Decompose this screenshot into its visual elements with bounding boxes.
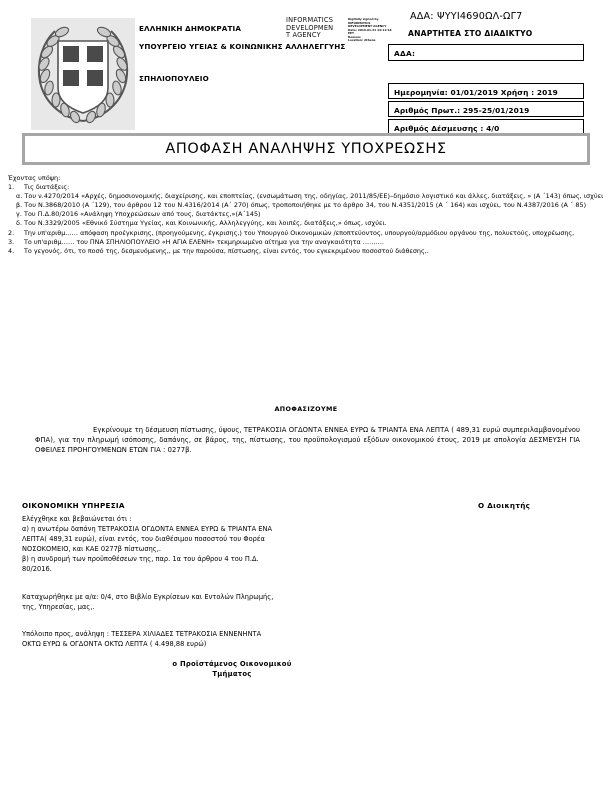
- registration-line-2: της, Υπηρεσίας, μας,.: [22, 603, 95, 612]
- ada-field-box: [388, 44, 584, 61]
- metadata-box-protocol: [388, 101, 584, 117]
- stamp-sig-1: Digitally signed by: [348, 17, 379, 21]
- stamp-line-3: T AGENCY: [286, 31, 321, 40]
- preamble-item-2-text: Την υπ'αριθμ…… απόφαση προέγκρισης, (προηγούμενης, έγκρισης,) του Υπουργού Οικονομικών /εποπτεύοντος, υπουργού/αρμόδιου οργάνου της, πολυετούς, υποχρέωσης,: [24, 228, 575, 237]
- financial-service-heading: ΟΙΚΟΝΟΜΙΚΗ ΥΠΗΡΕΣΙΑ: [22, 501, 125, 510]
- registration-line-1: Καταχωρήθηκε με α/α: 0/4, στο Βιβλίο Εγκρίσεων και Εντολών Πληρωμής,: [22, 593, 274, 601]
- metadata-date-label: Ημερομηνία: 01/01/2019 Χρήση : 2019: [394, 87, 558, 97]
- signature-title-line-2: Τμήματος: [212, 670, 252, 679]
- preamble-intro: Έχοντας υπόψη:: [8, 174, 61, 182]
- document-title-bar: [22, 133, 590, 165]
- financial-line-5: β) η συνδρομή των προϋποθέσεων της, παρ. 1α του άρθρου 4 του Π.Δ.: [22, 555, 259, 564]
- org-line-republic: ΕΛΛΗΝΙΚΗ ΔΗΜΟΚΡΑΤΙΑ: [139, 24, 242, 33]
- signature-title-line-1: ο Προϊστάμενος Οικονομικού: [172, 660, 292, 668]
- preamble-sub-a: α. Του ν.4270/2014 «Αρχές, δημοσιονομικής, διαχείρισης, και εποπτείας, (ενσωμάτωση της, οδηγίας, 2011/85/ΕΕ)–δημόσιο λογιστικό και άλλες, διατάξεις, » (Α ΄143) όπως, ισχύει: [16, 192, 604, 201]
- document-header: [0, 0, 612, 132]
- financial-line-2: α) η ανωτέρω δαπάνη ΤΕΤΡΑΚΟΣΙΑ ΟΓΔΟΝΤΑ ΕΝΝΕΑ ΕΥΡΩ & ΤΡΙΑΝΤΑ ΕΝΑ: [22, 525, 273, 534]
- stamp-line-2: DEVELOPMEN: [286, 23, 334, 32]
- org-line-unit: ΣΠΗΛΙΟΠΟΥΛΕΙΟ: [139, 74, 209, 83]
- stamp-sig-7: Location: Athens: [348, 38, 376, 42]
- coat-of-arms-icon: [31, 18, 135, 130]
- preamble-section: [8, 174, 604, 256]
- balance-line-1: Υπόλοιπο προς, ανάληψη : ΤΕΣΣΕΡΑ ΧΙΛΙΑΔΕΣ ΤΕΤΡΑΚΟΣΙΑ ΕΝΝΕΝΗΝΤΑ: [22, 630, 262, 638]
- stamp-signature-details: [348, 18, 396, 43]
- preamble-item-2-number: 2.: [8, 228, 15, 237]
- metadata-protocol-label: Αριθμός Πρωτ.: 295-25/01/2019: [394, 105, 530, 115]
- preamble-item-4-number: 4.: [8, 246, 15, 255]
- preamble-item-1-number: 1.: [8, 183, 15, 192]
- administrator-heading: Ο Διοικητής: [478, 501, 531, 510]
- decision-body: [35, 425, 580, 455]
- preamble-sub-d: δ. Του Ν.3329/2005 «Εθνικό Σύστημα Υγείας, και Κοινωνικής, Αλληλεγγύης, και λοιπές, διατάξεις,» όπως, ισχύει.: [16, 219, 387, 228]
- org-line-ministry: ΥΠΟΥΡΓΕΙΟ ΥΓΕΙΑΣ & ΚΟΙΝΩΝΙΚΗΣ ΑΛΛΗΛΕΓΓΥΗΣ: [139, 42, 346, 51]
- financial-line-4: ΝΟΣΟΚΟΜΕΙΟ, και ΚΑΕ 0277β πίστωσης,.: [22, 545, 162, 554]
- preamble-item-1: [8, 183, 604, 192]
- financial-service-body: [22, 514, 352, 575]
- financial-line-6: 80/2016.: [22, 565, 52, 574]
- page-title: ΑΠΟΦΑΣΗ ΑΝΑΛΗΨΗΣ ΥΠΟΧΡΕΩΣΗΣ: [165, 141, 447, 157]
- preamble-sub-b: β. Του Ν.3868/2010 (Α ΄129), του άρθρου 12 του Ν.4316/2014 (Α΄ 270) όπως, τροποποιήθηκε με το άρθρο 34, του Ν.4351/2015 (Α ΄ 164) και ισχύει, του Ν.4387/2016 (Α ΄ 85): [16, 201, 587, 210]
- preamble-item-4: [8, 247, 604, 256]
- anartitea-label: ΑΝΑΡΤΗΤΕΑ ΣΤΟ ΔΙΑΔΙΚΤΥΟ: [408, 29, 533, 38]
- preamble-sub-c: γ. Του Π.Δ.80/2016 «Ανάληψη Υποχρεώσεων από τους, διατάκτες,»(Α΄145): [16, 210, 261, 219]
- stamp-sig-2: INFORMATICS: [348, 20, 371, 25]
- financial-line-1: Ελέγχθηκε και βεβαιώνεται ότι :: [22, 515, 132, 523]
- decision-paragraph: Εγκρίνουμε τη δέσμευση πίστωσης, ύψους, ΤΕΤΡΑΚΟΣΙΑ ΟΓΔΟΝΤΑ ΕΝΝΕΑ ΕΥΡΩ & ΤΡΙΑΝΤΑ ΕΝΑ ΛΕΠΤΑ ( 489,31 ευρώ συμπεριλαμβανομένου ΦΠΑ), για την πληρωμή ισόποσης, δαπάνης, σε βάρος, της, πίστωσης, του προϋπολογισμού εξόδων οικονομικού έτους, 2019 με απολογία ΔΕΣΜΕΥΣΗ ΓΙΑ ΟΦΕΙΛΕΣ ΠΡΟΗΓΟΥΜΕΝΩΝ ΕΤΩΝ ΓΙΑ : 0277β.: [35, 426, 580, 454]
- preamble-item-3: [8, 238, 604, 247]
- stamp-sig-6: Reason:: [348, 34, 362, 39]
- preamble-item-3-text: Το υπ'αριθμ…… του ΠΝΑ ΣΠΗΛΙΟΠΟΥΛΕΙΟ «Η ΑΓΙΑ ΕΛΕΝΗ» τεκμηριωμένο αίτημα για την αναγκαιότητα ……….: [24, 237, 384, 246]
- stamp-sig-5: EET: [348, 31, 354, 35]
- preamble-item-3-number: 3.: [8, 237, 15, 246]
- balance-line-2: ΟΚΤΩ ΕΥΡΩ & ΟΓΔΟΝΤΑ ΟΚΤΩ ΛΕΠΤΑ ( 4.498,88 ευρώ): [22, 640, 207, 649]
- ada-code-text: ΑΔΑ: ΨΥΥΙ4690ΩΛ-ΩΓ7: [410, 11, 523, 22]
- stamp-sig-4: Date: 2019.01.31 12:11:18: [348, 27, 392, 32]
- preamble-item-2: [8, 229, 604, 238]
- preamble-item-1-text: Τις διατάξεις:: [24, 183, 70, 192]
- metadata-box-date: [388, 83, 584, 99]
- registration-block: [22, 592, 362, 612]
- signature-block: [112, 659, 352, 679]
- ada-field-label: ΑΔΑ:: [394, 49, 416, 58]
- decision-heading: ΑΠΟΦΑΣΙΖΟΥΜΕ: [274, 405, 338, 413]
- stamp-sig-3: DEVELOPMENT AGENCY: [348, 24, 387, 28]
- stamp-line-1: INFORMATICS: [286, 16, 334, 24]
- greek-coat-of-arms-emblem: [31, 18, 135, 130]
- financial-line-3: ΛΕΠΤΑ( 489,31 ευρώ), είναι εντός, του διαθέσιμου ποσοστού του Φορέα: [22, 535, 265, 544]
- balance-block: [22, 629, 362, 649]
- informatics-development-agency-stamp: [286, 17, 396, 57]
- stamp-agency-name: [286, 17, 348, 40]
- preamble-item-4-text: Το γεγονός, ότι, το ποσό της, δεσμευόμενης,, με την παρούσα, πίστωσης, είναι εντός, του εγκεκριμένου ποσοστού διάθεσης,.: [24, 246, 429, 255]
- metadata-commitment-label: Αριθμός Δέσμευσης : 4/0: [394, 123, 500, 133]
